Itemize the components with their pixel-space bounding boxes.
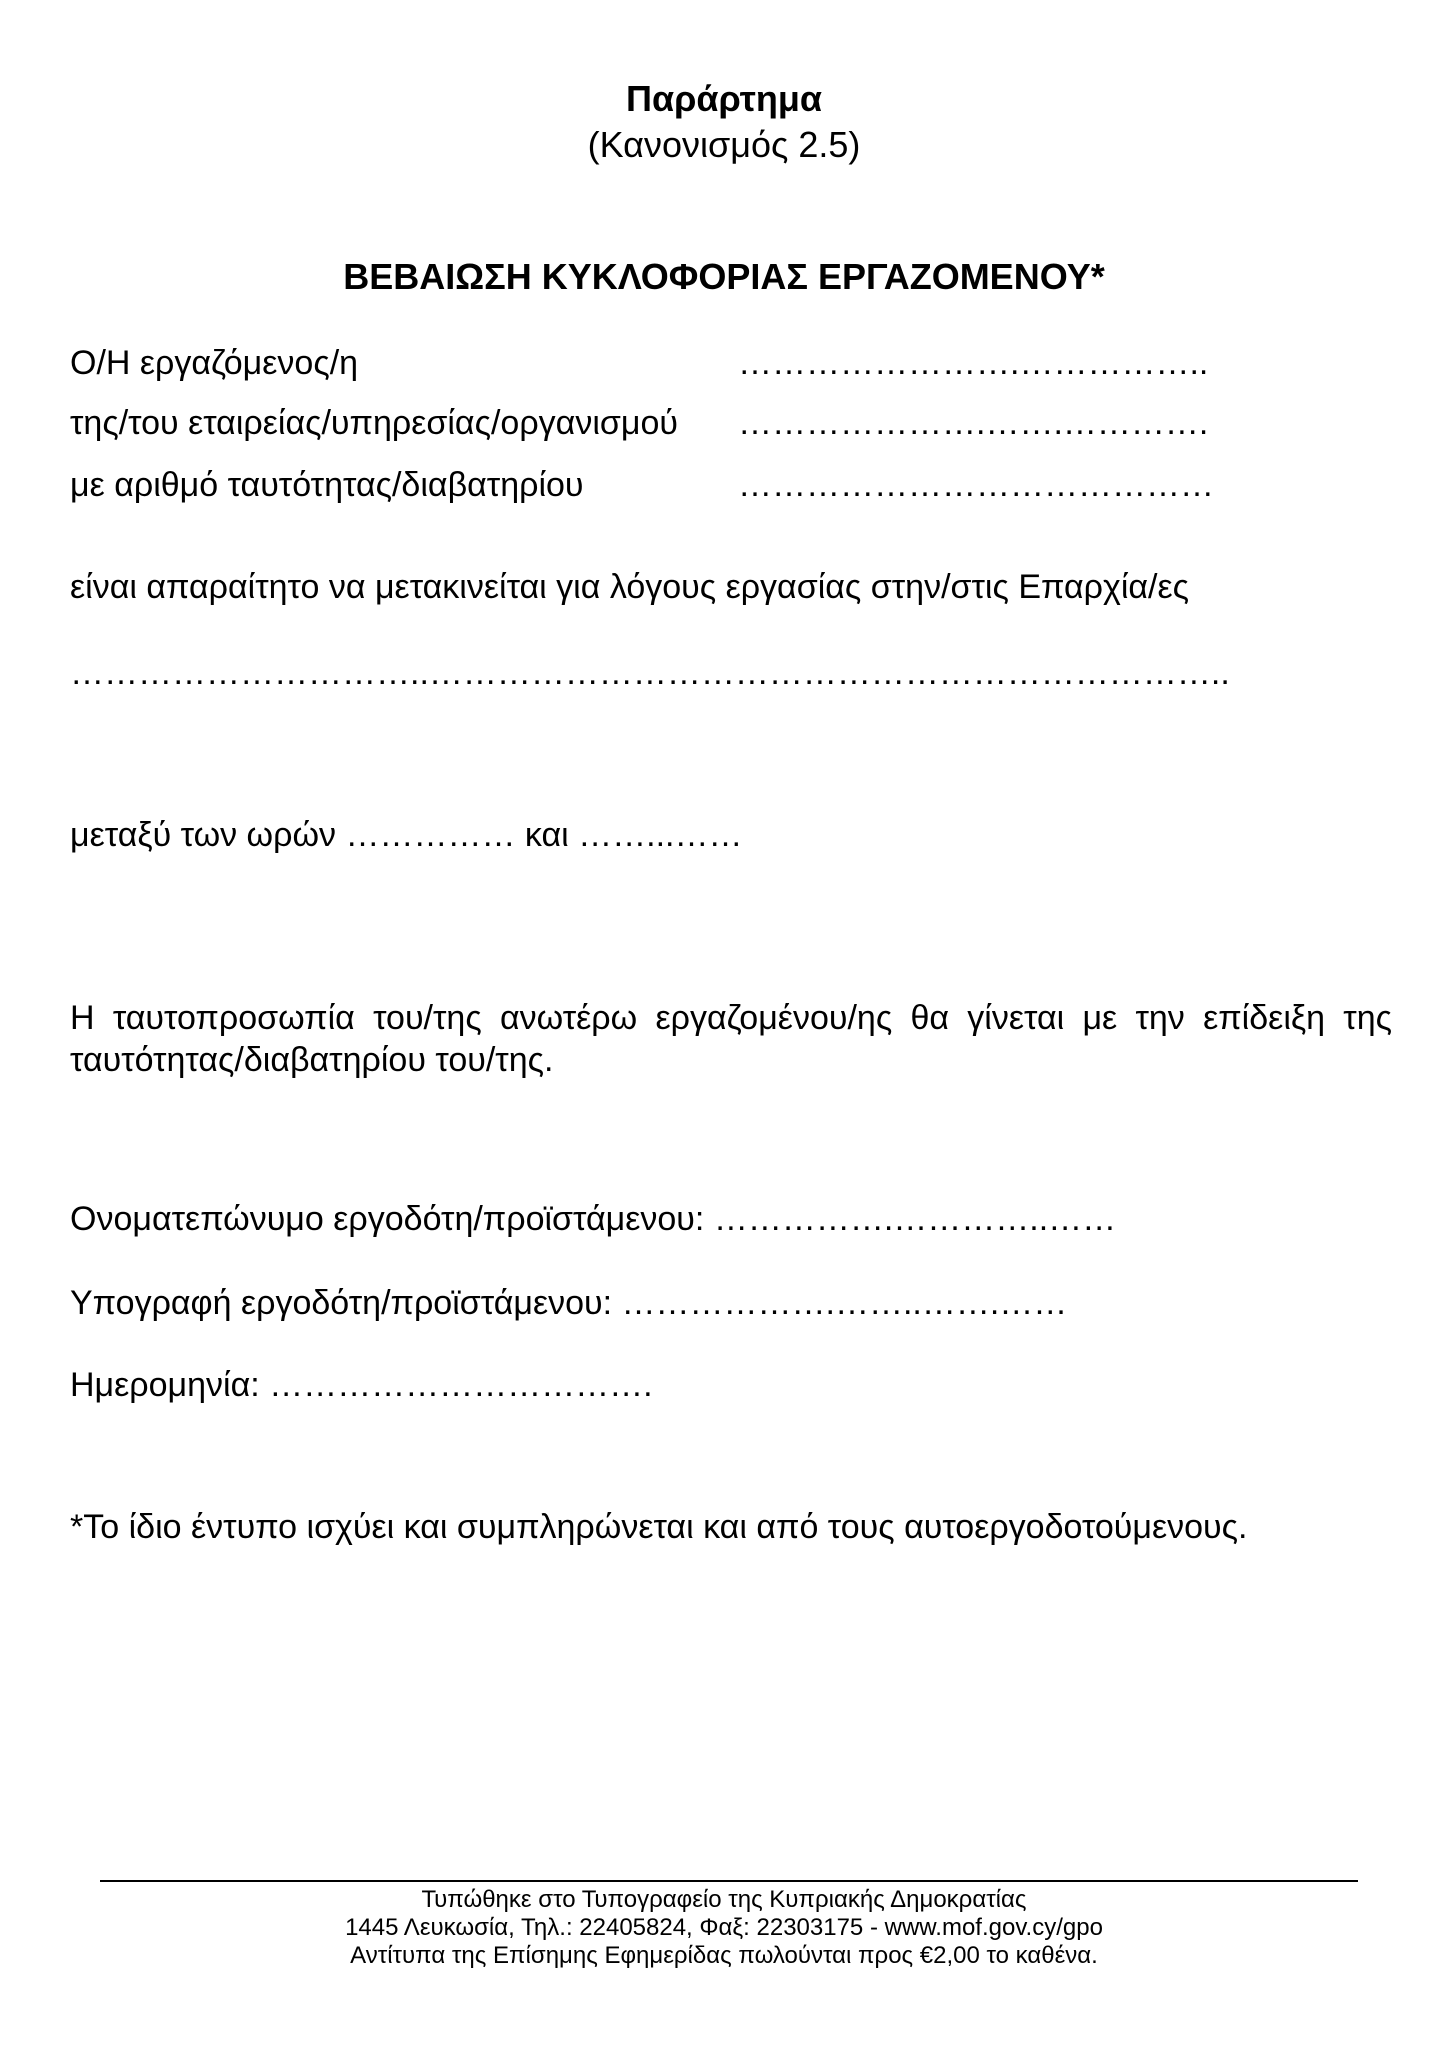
hours-prefix: μεταξύ των ωρών xyxy=(70,816,336,854)
employer-name-blank: …………….…………..…… xyxy=(713,1200,1117,1238)
employer-name-line xyxy=(70,1200,1116,1239)
footer-divider xyxy=(100,1880,1358,1882)
employee-blank: …………………….…………….. xyxy=(738,344,1209,382)
footer-contact-line: 1445 Λευκωσία, Τηλ.: 22405824, Φαξ: 22303175 - www.mof.gov.cy/gpo xyxy=(345,1914,1103,1941)
date-line xyxy=(70,1366,653,1405)
identity-note: Η ταυτοπροσωπία του/της ανωτέρω εργαζομένου/ης θα γίνεται με την επίδειξη της ταυτότητας/διαβατηρίου του/της. xyxy=(70,999,1392,1079)
hours-line xyxy=(70,816,743,855)
footer-printer-line: Τυπώθηκε στο Τυπογραφείο της Κυπριακής Δημοκρατίας xyxy=(421,1886,1027,1913)
hours-from-blank: …………… xyxy=(345,816,516,854)
organization-label: της/του εταιρείας/υπηρεσίας/οργανισμού xyxy=(70,404,678,442)
movement-statement: είναι απαραίτητο να μετακινείται για λόγους εργασίας στην/στις Επαρχία/ες xyxy=(70,568,1190,606)
annex-title: Παράρτημα xyxy=(625,78,822,119)
employee-label: Ο/Η εργαζόμενος/η xyxy=(70,344,359,382)
footer-price-line: Αντίτυπα της Επίσημης Εφημερίδας πωλούνται προς €2,00 το καθένα. xyxy=(350,1942,1098,1969)
date-label: Ημερομηνία: xyxy=(70,1366,260,1404)
id-number-blank: …………………………………… xyxy=(738,466,1214,504)
date-blank: ……………………………. xyxy=(269,1366,653,1404)
employer-signature-line xyxy=(70,1284,1067,1323)
organization-blank: ………………….…….…………. xyxy=(738,404,1209,442)
form-title: ΒΕΒΑΙΩΣΗ ΚΥΚΛΟΦΟΡΙΑΣ ΕΡΓΑΖΟΜΕΝΟΥ* xyxy=(343,256,1105,297)
employer-name-label: Ονοματεπώνυμο εργοδότη/προϊστάμενου: xyxy=(70,1200,705,1238)
annex-subtitle: (Κανονισμός 2.5) xyxy=(587,124,861,165)
hours-conjunction: και xyxy=(524,816,569,854)
hours-to-blank: ……...…… xyxy=(578,816,743,854)
employer-signature-blank: ……………….……..…….…… xyxy=(621,1284,1068,1322)
employer-signature-label: Υπογραφή εργοδότη/προϊστάμενου: xyxy=(70,1284,613,1322)
footnote: *Το ίδιο έντυπο ισχύει και συμπληρώνεται και από τους αυτοεργοδοτούμενους. xyxy=(70,1508,1248,1546)
district-blank: …………………………..…………………………………………………………….. xyxy=(70,654,1230,692)
id-number-label: με αριθμό ταυτότητας/διαβατηρίου xyxy=(70,466,584,504)
